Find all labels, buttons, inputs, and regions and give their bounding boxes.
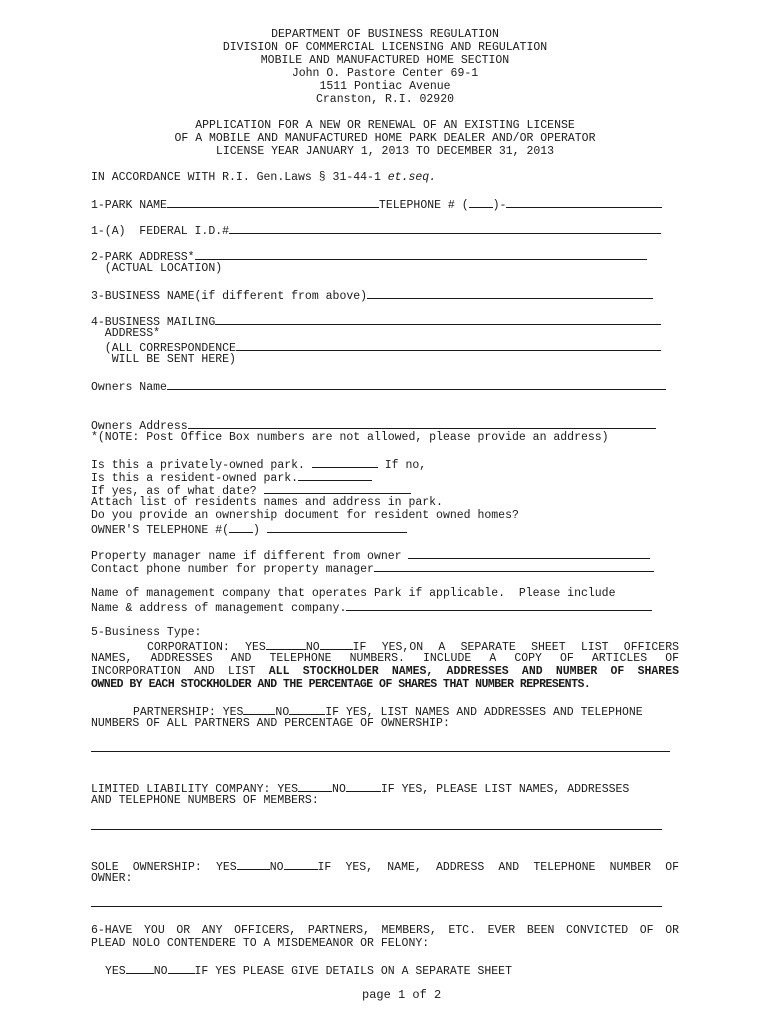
header-street: 1511 Pontiac Avenue — [319, 80, 451, 93]
sole-ownership-line-2: OWNER: — [91, 872, 133, 885]
business-type-heading: 5-Business Type: — [91, 626, 202, 639]
llc-label: LIMITED LIABILITY COMPANY: YES — [91, 783, 299, 796]
llc-yes-field[interactable] — [298, 781, 332, 792]
partnership-line-2: NUMBERS OF ALL PARTNERS AND PERCENTAGE OF OWNERSHIP: — [91, 717, 450, 730]
header-center: John O. Pastore Center 69-1 — [291, 67, 479, 80]
owner-telephone-number-field[interactable] — [267, 522, 407, 533]
corporation-if-yes: IF YES,ON A SEPARATE SHEET LIST OFFICERS — [352, 641, 680, 654]
business-name-label: 3-BUSINESS NAME(if different from above) — [91, 290, 368, 303]
partnership-no-field[interactable] — [289, 704, 325, 715]
telephone-label: TELEPHONE # ( — [378, 199, 469, 212]
park-name-row — [91, 197, 662, 212]
header-division: DIVISION OF COMMERCIAL LICENSING AND REGULATION — [222, 41, 548, 54]
header-section: MOBILE AND MANUFACTURED HOME SECTION — [260, 54, 510, 67]
business-name-row — [91, 288, 653, 303]
convictions-no-label: NO — [153, 965, 168, 978]
all-correspondence-label: (ALL CORRESPONDENCE — [91, 342, 236, 355]
management-company-text: Name of management company that operates Park if applicable. Please include — [91, 587, 616, 600]
accordance-text: IN ACCORDANCE WITH R.I. Gen.Laws § 31-44-1 — [91, 171, 388, 184]
owner-telephone-area-code-field[interactable] — [229, 522, 253, 533]
corporation-line-4 — [91, 678, 590, 691]
llc-no-label: NO — [332, 783, 346, 796]
convictions-line-2: PLEAD NOLO CONTENDERE TO A MISDEMEANOR OR FELONY: — [91, 937, 430, 950]
sole-ownership-label: SOLE OWNERSHIP: YES — [91, 861, 237, 874]
header-city: Cranston, R.I. 02920 — [315, 93, 455, 106]
corporation-yes-field[interactable] — [266, 639, 306, 650]
contact-phone-row — [91, 561, 654, 576]
owners-name-label: Owners Name — [91, 381, 167, 394]
owner-telephone-label: OWNER'S TELEPHONE #( — [91, 524, 230, 537]
partnership-if-yes: IF YES, LIST NAMES AND ADDRESSES AND TELEPHONE — [325, 706, 643, 719]
owner-telephone-row — [91, 522, 407, 537]
business-mailing-label: 4-BUSINESS MAILING — [91, 316, 216, 329]
will-be-sent-label: WILL BE SENT HERE) — [91, 353, 236, 366]
management-company-field[interactable] — [346, 600, 652, 611]
convictions-no-field[interactable] — [168, 963, 195, 974]
owner-telephone-close: ) — [253, 524, 267, 537]
as-of-date-field[interactable] — [264, 483, 411, 494]
telephone-area-code-field[interactable] — [469, 197, 493, 208]
partnership-yes-field[interactable] — [243, 704, 275, 715]
federal-id-label: 1-(A) FEDERAL I.D.# — [91, 225, 230, 238]
corporation-shares-bold: OWNED BY EACH STOCKHOLDER AND THE PERCENTAGE OF SHARES THAT NUMBER REPRESENTS. — [91, 678, 591, 691]
business-mailing-row — [91, 314, 661, 329]
telephone-number-field[interactable] — [506, 197, 662, 208]
park-name-label: 1-PARK NAME — [91, 199, 167, 212]
po-box-note: *(NOTE: Post Office Box numbers are not allowed, please provide an address) — [91, 431, 609, 444]
resident-owned-label: Is this a resident-owned park. — [91, 472, 299, 485]
business-mailing-field-1[interactable] — [215, 314, 661, 325]
sole-ownership-details-line[interactable] — [91, 906, 662, 907]
owners-address-label: Owners Address — [91, 420, 188, 433]
management-company-label: Name & address of management company. — [91, 602, 347, 615]
owners-name-field[interactable] — [167, 379, 666, 390]
partnership-label: PARTNERSHIP: YES — [133, 706, 244, 719]
owners-name-row — [91, 379, 666, 394]
llc-no-field[interactable] — [346, 781, 381, 792]
title-line-1: APPLICATION FOR A NEW OR RENEWAL OF AN EXISTING LICENSE — [195, 119, 575, 132]
owners-address-field[interactable] — [188, 418, 656, 429]
corporation-stockholder-bold: ALL STOCKHOLDER NAMES, ADDRESSES AND NUMBER OF SHARES — [268, 665, 679, 678]
header-department: DEPARTMENT OF BUSINESS REGULATION — [271, 28, 499, 41]
sole-ownership-row — [91, 859, 679, 874]
convictions-yes-label: YES — [105, 965, 126, 978]
business-mailing-field-2[interactable] — [236, 340, 661, 351]
accordance-italic: et.seq. — [387, 171, 437, 184]
sole-no-field[interactable] — [284, 859, 318, 870]
property-manager-label: Property manager name if different from owner — [91, 550, 409, 563]
corporation-no-field[interactable] — [320, 639, 353, 650]
resident-owned-field[interactable] — [298, 470, 372, 481]
corporation-line-3 — [91, 665, 679, 678]
park-name-field[interactable] — [167, 197, 379, 208]
llc-line-2: AND TELEPHONE NUMBERS OF MEMBERS: — [91, 794, 319, 807]
convictions-if-yes: IF YES PLEASE GIVE DETAILS ON A SEPARATE SHEET — [194, 965, 512, 978]
attach-list-text: Attach list of residents names and address in park. — [91, 496, 443, 509]
privately-owned-field[interactable] — [312, 457, 378, 468]
page-number: page 1 of 2 — [362, 988, 442, 1002]
corporation-line-2: NAMES, ADDRESSES AND TELEPHONE NUMBERS. INCLUDE A COPY OF ARTICLES OF — [91, 652, 679, 665]
sole-if-yes: IF YES, NAME, ADDRESS AND TELEPHONE NUMBER OF — [317, 861, 679, 874]
llc-if-yes: IF YES, PLEASE LIST NAMES, ADDRESSES — [380, 783, 630, 796]
actual-location-note: (ACTUAL LOCATION) — [91, 262, 223, 275]
convictions-yes-field[interactable] — [126, 963, 154, 974]
as-of-date-label: If yes, as of what date? — [91, 485, 264, 498]
business-name-field[interactable] — [367, 288, 653, 299]
convictions-answer-row — [91, 963, 512, 978]
partnership-no-label: NO — [275, 706, 290, 719]
management-company-row — [91, 600, 652, 615]
sole-yes-field[interactable] — [237, 859, 270, 870]
corporation-no-label: NO — [305, 641, 320, 654]
federal-id-row — [91, 223, 661, 238]
address-star-label: ADDRESS* — [91, 327, 161, 340]
sole-no-label: NO — [269, 861, 284, 874]
corporation-line-3-text: INCORPORATION AND LIST — [91, 665, 269, 678]
contact-phone-label: Contact phone number for property manager — [91, 563, 374, 576]
title-license-year: LICENSE YEAR JANUARY 1, 2013 TO DECEMBER 31, 2013 — [215, 145, 555, 158]
partnership-details-line[interactable] — [91, 751, 670, 752]
corporation-label: CORPORATION: YES — [147, 641, 266, 654]
ownership-document-text: Do you provide an ownership document for resident owned homes? — [91, 509, 519, 522]
property-manager-field[interactable] — [408, 548, 650, 559]
title-line-2: OF A MOBILE AND MANUFACTURED HOME PARK DEALER AND/OR OPERATOR — [174, 132, 596, 145]
convictions-line-1: 6-HAVE YOU OR ANY OFFICERS, PARTNERS, MEMBERS, ETC. EVER BEEN CONVICTED OF OR — [91, 924, 679, 937]
park-address-label: 2-PARK ADDRESS* — [91, 251, 195, 264]
llc-details-line[interactable] — [91, 829, 662, 830]
privately-owned-label: Is this a privately-owned park. — [91, 459, 312, 472]
if-no-label: If no, — [377, 459, 427, 472]
park-address-field[interactable] — [195, 249, 647, 260]
contact-phone-field[interactable] — [374, 561, 654, 572]
telephone-separator: )- — [492, 199, 507, 212]
federal-id-field[interactable] — [229, 223, 661, 234]
accordance-statement — [91, 171, 436, 184]
